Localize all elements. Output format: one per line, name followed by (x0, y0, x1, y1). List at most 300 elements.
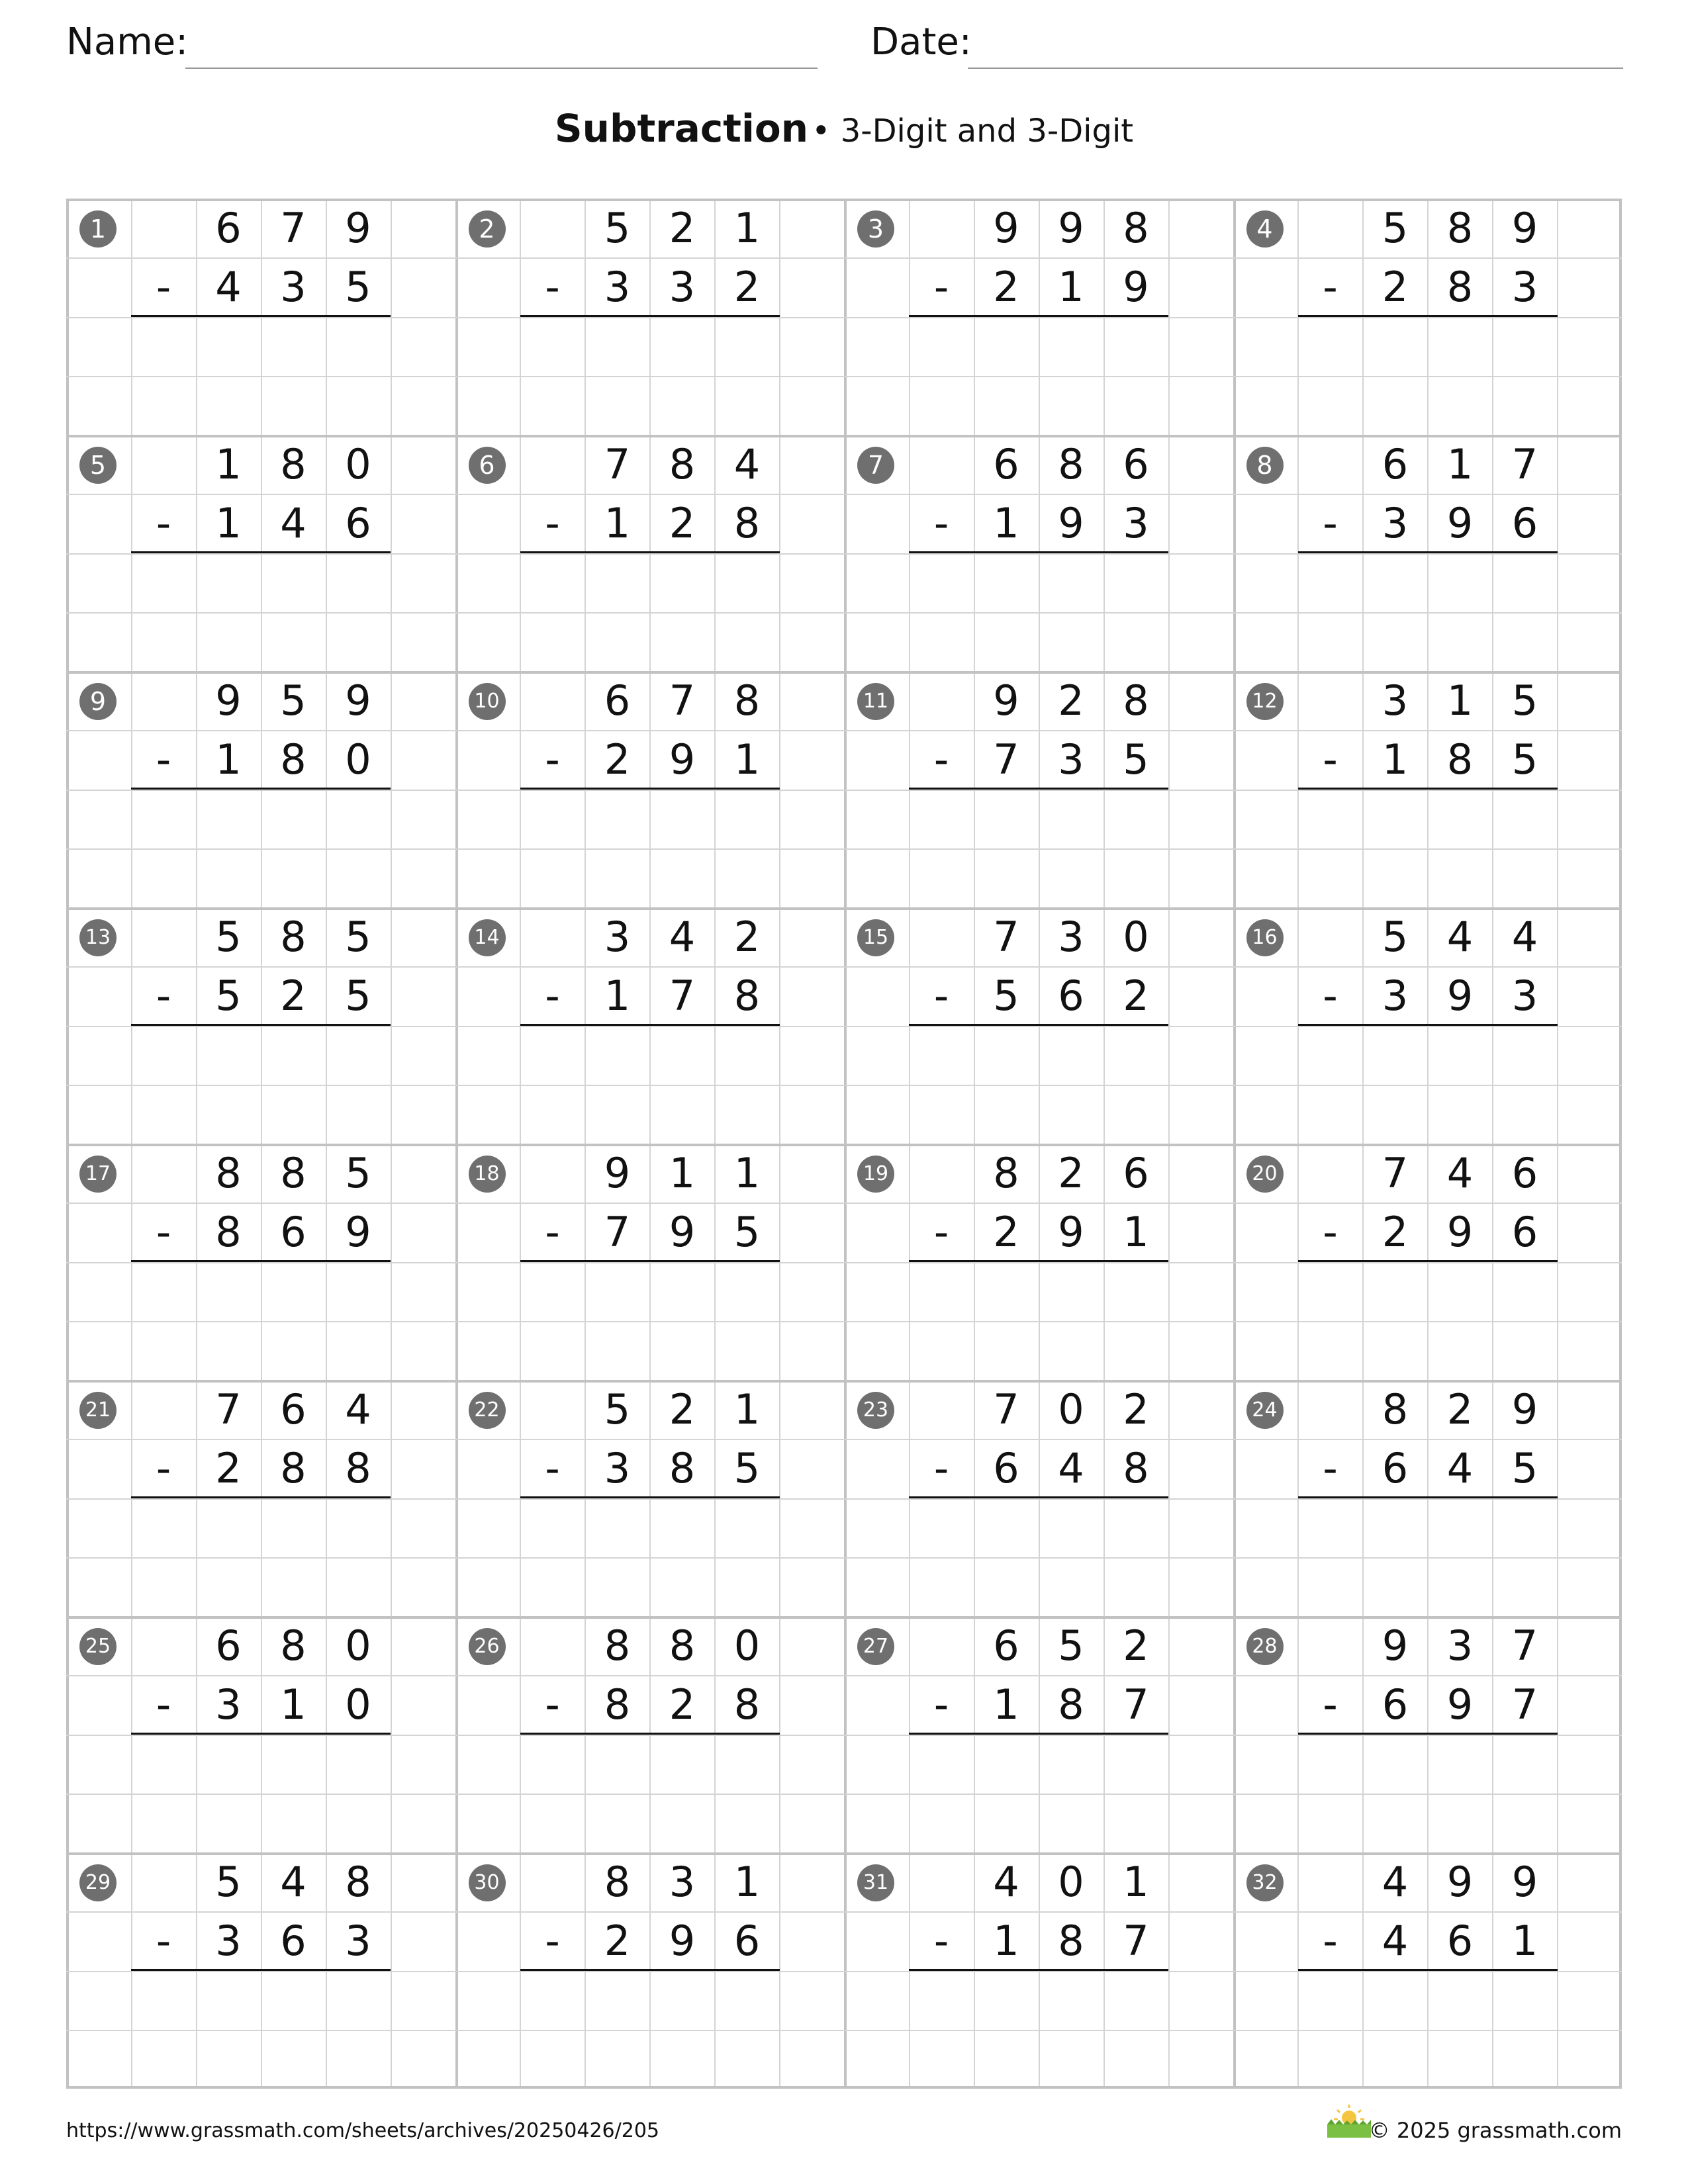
subtrahend-digit: 3 (1123, 499, 1149, 547)
minuend-digit: 7 (993, 1385, 1019, 1433)
minus-sign: - (156, 972, 171, 1020)
minus-sign: - (1323, 735, 1338, 784)
problem-number-badge: 6 (469, 447, 506, 484)
minuend-digit: 6 (215, 1621, 242, 1670)
minuend-digit: 4 (1382, 1858, 1409, 1906)
subtrahend-digit: 2 (993, 263, 1019, 311)
answer-rule (131, 788, 391, 790)
minus-sign: - (933, 263, 949, 311)
minuend-digit: 4 (733, 440, 761, 488)
problem-number-badge: 12 (1246, 683, 1284, 720)
minuend-digit: 8 (1382, 1385, 1409, 1433)
subtrahend-digit: 9 (669, 1208, 696, 1256)
problem-16 (1233, 907, 1622, 1144)
minuend-digit: 2 (669, 204, 696, 252)
subtrahend-digit: 4 (1446, 1444, 1474, 1492)
minus-sign: - (933, 1444, 949, 1492)
problem-number-badge: 26 (469, 1628, 506, 1665)
minuend-digit: 8 (1058, 440, 1084, 488)
answer-area[interactable] (909, 1499, 1168, 1557)
minus-sign: - (545, 1444, 560, 1492)
minuend-digit: 9 (345, 204, 371, 252)
problem-19 (844, 1144, 1233, 1380)
minuend-digit: 8 (604, 1858, 631, 1906)
answer-area[interactable] (909, 1263, 1168, 1321)
problem-number-badge: 21 (79, 1392, 117, 1429)
minuend-digit: 4 (1446, 913, 1474, 961)
name-label: Name: (66, 21, 189, 64)
problem-number-badge: 23 (857, 1392, 894, 1429)
minus-sign: - (933, 1680, 949, 1729)
minuend-digit: 6 (993, 440, 1019, 488)
subtrahend-digit: 8 (604, 1680, 631, 1729)
answer-area[interactable] (520, 1735, 780, 1794)
subtrahend-digit: 9 (1446, 1680, 1474, 1729)
problem-12 (1233, 671, 1622, 907)
minuend-digit: 5 (1382, 913, 1409, 961)
subtrahend-digit: 1 (1058, 263, 1084, 311)
answer-area[interactable] (131, 1735, 391, 1794)
subtrahend-digit: 8 (1058, 1917, 1084, 1965)
answer-area[interactable] (1298, 1735, 1558, 1794)
answer-rule (131, 315, 391, 317)
answer-area[interactable] (131, 1499, 391, 1557)
minuend-digit: 2 (1446, 1385, 1474, 1433)
subtrahend-digit: 8 (1058, 1680, 1084, 1729)
answer-rule (1298, 1260, 1558, 1262)
minuend-digit: 3 (1446, 1621, 1474, 1670)
subtrahend-digit: 6 (1511, 499, 1538, 547)
minus-sign: - (545, 1917, 560, 1965)
minuend-digit: 9 (993, 204, 1019, 252)
answer-area[interactable] (520, 1263, 780, 1321)
name-line[interactable] (185, 68, 818, 69)
problem-1 (66, 199, 455, 435)
subtrahend-digit: 1 (604, 499, 631, 547)
answer-area[interactable] (131, 1026, 391, 1085)
answer-rule (520, 1024, 780, 1026)
problem-13 (66, 907, 455, 1144)
minuend-digit: 1 (1446, 440, 1474, 488)
minuend-digit: 0 (1058, 1858, 1084, 1906)
minuend-digit: 8 (215, 1149, 242, 1197)
minuend-digit: 9 (345, 676, 371, 725)
minuend-digit: 8 (280, 913, 306, 961)
minuend-digit: 4 (345, 1385, 371, 1433)
subtrahend-digit: 8 (215, 1208, 242, 1256)
grass-sun-logo-icon (1326, 2102, 1372, 2139)
subtrahend-digit: 6 (1382, 1680, 1409, 1729)
answer-area[interactable] (909, 790, 1168, 848)
minuend-digit: 1 (1123, 1858, 1149, 1906)
minuend-digit: 8 (669, 1621, 696, 1670)
answer-rule (520, 1496, 780, 1498)
answer-area[interactable] (1298, 318, 1558, 376)
minuend-digit: 3 (1382, 676, 1409, 725)
answer-rule (1298, 551, 1558, 553)
minuend-digit: 9 (604, 1149, 631, 1197)
subtrahend-digit: 6 (1446, 1917, 1474, 1965)
subtrahend-digit: 9 (1446, 1208, 1474, 1256)
minuend-digit: 1 (1446, 676, 1474, 725)
subtrahend-digit: 9 (669, 1917, 696, 1965)
subtrahend-digit: 4 (280, 499, 306, 547)
minus-sign: - (156, 1208, 171, 1256)
subtrahend-digit: 7 (669, 972, 696, 1020)
minuend-digit: 9 (1511, 204, 1538, 252)
subtrahend-digit: 1 (993, 499, 1019, 547)
subtrahend-digit: 3 (280, 263, 306, 311)
minuend-digit: 8 (604, 1621, 631, 1670)
answer-rule (1298, 1024, 1558, 1026)
minuend-digit: 8 (1446, 204, 1474, 252)
subtrahend-digit: 3 (1511, 972, 1538, 1020)
answer-rule (909, 1024, 1168, 1026)
problem-number-badge: 4 (1246, 210, 1284, 248)
minuend-digit: 4 (1446, 1149, 1474, 1197)
answer-rule (520, 1260, 780, 1262)
subtrahend-digit: 4 (1058, 1444, 1084, 1492)
minuend-digit: 7 (215, 1385, 242, 1433)
problem-number-badge: 11 (857, 683, 894, 720)
answer-rule (131, 1024, 391, 1026)
minuend-digit: 7 (1511, 440, 1538, 488)
minuend-digit: 0 (1123, 913, 1149, 961)
minuend-digit: 2 (733, 913, 761, 961)
minuend-digit: 7 (1382, 1149, 1409, 1197)
problem-number-badge: 7 (857, 447, 894, 484)
minuend-digit: 1 (669, 1149, 696, 1197)
problem-11 (844, 671, 1233, 907)
subtrahend-digit: 3 (345, 1917, 371, 1965)
answer-area[interactable] (131, 790, 391, 848)
footer-copyright: © 2025 grassmath.com (1368, 2118, 1622, 2143)
answer-rule (1298, 1496, 1558, 1498)
subtrahend-digit: 8 (1123, 1444, 1149, 1492)
problem-6 (455, 435, 845, 671)
problem-number-badge: 8 (1246, 447, 1284, 484)
subtrahend-digit: 0 (345, 1680, 371, 1729)
minuend-digit: 2 (1123, 1621, 1149, 1670)
subtrahend-digit: 1 (215, 735, 242, 784)
subtrahend-digit: 8 (1446, 735, 1474, 784)
minuend-digit: 6 (1123, 440, 1149, 488)
problem-26 (455, 1616, 845, 1852)
problem-number-badge: 16 (1246, 919, 1284, 956)
subtrahend-digit: 2 (215, 1444, 242, 1492)
subtrahend-digit: 9 (1446, 972, 1474, 1020)
problem-number-badge: 32 (1246, 1864, 1284, 1901)
minuend-digit: 8 (280, 440, 306, 488)
minuend-digit: 3 (1058, 913, 1084, 961)
minus-sign: - (156, 499, 171, 547)
problem-number-badge: 2 (469, 210, 506, 248)
problem-32 (1233, 1852, 1622, 2089)
problem-20 (1233, 1144, 1622, 1380)
minuend-digit: 5 (604, 1385, 631, 1433)
minuend-digit: 7 (604, 440, 631, 488)
answer-area[interactable] (1298, 1263, 1558, 1321)
minus-sign: - (1323, 263, 1338, 311)
answer-rule (1298, 1969, 1558, 1971)
answer-area[interactable] (909, 318, 1168, 376)
minuend-digit: 7 (280, 204, 306, 252)
subtrahend-digit: 8 (733, 499, 761, 547)
subtrahend-digit: 8 (669, 1444, 696, 1492)
problem-9 (66, 671, 455, 907)
subtrahend-digit: 8 (733, 1680, 761, 1729)
problem-15 (844, 907, 1233, 1144)
subtrahend-digit: 2 (1382, 263, 1409, 311)
minus-sign: - (156, 1680, 171, 1729)
problem-grid (66, 199, 1622, 2089)
problem-number-badge: 25 (79, 1628, 117, 1665)
answer-area[interactable] (1298, 1499, 1558, 1557)
answer-area[interactable] (909, 1735, 1168, 1794)
minuend-digit: 5 (345, 913, 371, 961)
minus-sign: - (545, 1208, 560, 1256)
subtrahend-digit: 1 (215, 499, 242, 547)
problem-5 (66, 435, 455, 671)
answer-rule (909, 1260, 1168, 1262)
answer-rule (520, 788, 780, 790)
problem-17 (66, 1144, 455, 1380)
subtrahend-digit: 6 (733, 1917, 761, 1965)
subtrahend-digit: 9 (1446, 499, 1474, 547)
minuend-digit: 8 (345, 1858, 371, 1906)
answer-area[interactable] (131, 318, 391, 376)
minus-sign: - (545, 735, 560, 784)
subtrahend-digit: 9 (669, 735, 696, 784)
minus-sign: - (545, 972, 560, 1020)
answer-area[interactable] (131, 1263, 391, 1321)
answer-area[interactable] (1298, 554, 1558, 612)
answer-rule (909, 1496, 1168, 1498)
problem-number-badge: 17 (79, 1156, 117, 1193)
subtrahend-digit: 7 (1511, 1680, 1538, 1729)
subtrahend-digit: 3 (669, 263, 696, 311)
subtrahend-digit: 2 (669, 1680, 696, 1729)
subtrahend-digit: 5 (1123, 735, 1149, 784)
answer-rule (909, 1969, 1168, 1971)
minuend-digit: 9 (1446, 1858, 1474, 1906)
answer-area[interactable] (909, 1026, 1168, 1085)
minuend-digit: 5 (604, 204, 631, 252)
minuend-digit: 2 (1123, 1385, 1149, 1433)
answer-area[interactable] (1298, 1972, 1558, 2030)
minuend-digit: 7 (993, 913, 1019, 961)
answer-area[interactable] (520, 790, 780, 848)
answer-rule (520, 1969, 780, 1971)
minus-sign: - (156, 263, 171, 311)
answer-area[interactable] (1298, 1026, 1558, 1085)
subtrahend-digit: 3 (1382, 499, 1409, 547)
minuend-digit: 4 (993, 1858, 1019, 1906)
minus-sign: - (156, 1917, 171, 1965)
problem-number-badge: 19 (857, 1156, 894, 1193)
minuend-digit: 6 (604, 676, 631, 725)
minuend-digit: 3 (604, 913, 631, 961)
problem-number-badge: 24 (1246, 1392, 1284, 1429)
subtrahend-digit: 2 (669, 499, 696, 547)
minus-sign: - (1323, 1208, 1338, 1256)
problem-number-badge: 9 (79, 683, 117, 720)
answer-area[interactable] (909, 1972, 1168, 2030)
minuend-digit: 1 (733, 1858, 761, 1906)
minuend-digit: 1 (733, 204, 761, 252)
minuend-digit: 5 (1058, 1621, 1084, 1670)
subtrahend-digit: 3 (604, 263, 631, 311)
problem-number-badge: 20 (1246, 1156, 1284, 1193)
minus-sign: - (156, 735, 171, 784)
minuend-digit: 6 (1382, 440, 1409, 488)
subtrahend-digit: 6 (280, 1208, 306, 1256)
minus-sign: - (933, 1208, 949, 1256)
minuend-digit: 6 (280, 1385, 306, 1433)
answer-area[interactable] (1298, 790, 1558, 848)
problem-30 (455, 1852, 845, 2089)
minuend-digit: 0 (733, 1621, 761, 1670)
subtrahend-digit: 1 (993, 1917, 1019, 1965)
problem-number-badge: 3 (857, 210, 894, 248)
answer-rule (520, 1733, 780, 1735)
answer-rule (131, 551, 391, 553)
subtrahend-digit: 5 (733, 1444, 761, 1492)
minuend-digit: 6 (1511, 1149, 1538, 1197)
answer-rule (909, 788, 1168, 790)
subtrahend-digit: 8 (280, 735, 306, 784)
subtrahend-digit: 6 (280, 1917, 306, 1965)
problem-28 (1233, 1616, 1622, 1852)
answer-rule (131, 1733, 391, 1735)
subtrahend-digit: 0 (345, 735, 371, 784)
problem-number-badge: 29 (79, 1864, 117, 1901)
subtrahend-digit: 2 (280, 972, 306, 1020)
problem-number-badge: 1 (79, 210, 117, 248)
subtrahend-digit: 5 (733, 1208, 761, 1256)
minuend-digit: 9 (215, 676, 242, 725)
date-line[interactable] (968, 68, 1623, 69)
subtrahend-digit: 3 (215, 1917, 242, 1965)
problem-4 (1233, 199, 1622, 435)
minuend-digit: 0 (1058, 1385, 1084, 1433)
minuend-digit: 4 (280, 1858, 306, 1906)
minus-sign: - (933, 972, 949, 1020)
minuend-digit: 7 (1511, 1621, 1538, 1670)
subtrahend-digit: 2 (993, 1208, 1019, 1256)
subtrahend-digit: 9 (1058, 499, 1084, 547)
minus-sign: - (933, 1917, 949, 1965)
answer-rule (131, 1496, 391, 1498)
subtrahend-digit: 2 (733, 263, 761, 311)
subtrahend-digit: 5 (345, 972, 371, 1020)
minuend-digit: 5 (280, 676, 306, 725)
answer-area[interactable] (520, 318, 780, 376)
answer-rule (520, 551, 780, 553)
subtrahend-digit: 3 (1511, 263, 1538, 311)
answer-area[interactable] (520, 1972, 780, 2030)
minuend-digit: 8 (280, 1621, 306, 1670)
subtrahend-digit: 1 (604, 972, 631, 1020)
subtrahend-digit: 2 (1123, 972, 1149, 1020)
subtrahend-digit: 2 (604, 1917, 631, 1965)
answer-rule (909, 1733, 1168, 1735)
date-label: Date: (870, 21, 972, 64)
subtrahend-digit: 6 (1511, 1208, 1538, 1256)
problem-8 (1233, 435, 1622, 671)
subtrahend-digit: 9 (1123, 263, 1149, 311)
answer-area[interactable] (520, 1026, 780, 1085)
minuend-digit: 8 (1123, 204, 1149, 252)
problem-29 (66, 1852, 455, 2089)
subtrahend-digit: 8 (733, 972, 761, 1020)
answer-rule (1298, 315, 1558, 317)
subtrahend-digit: 2 (1382, 1208, 1409, 1256)
answer-area[interactable] (520, 1499, 780, 1557)
problem-22 (455, 1380, 845, 1616)
subtrahend-digit: 1 (733, 735, 761, 784)
subtrahend-digit: 1 (280, 1680, 306, 1729)
minuend-digit: 6 (1123, 1149, 1149, 1197)
footer-url: https://www.grassmath.com/sheets/archives/20250426/205 (66, 2119, 660, 2142)
problem-number-badge: 15 (857, 919, 894, 956)
subtrahend-digit: 5 (1511, 735, 1538, 784)
subtrahend-digit: 3 (215, 1680, 242, 1729)
title-subtitle: • 3-Digit and 3-Digit (812, 113, 1134, 150)
problem-3 (844, 199, 1233, 435)
minuend-digit: 4 (1511, 913, 1538, 961)
answer-area[interactable] (131, 1972, 391, 2030)
subtrahend-digit: 4 (1382, 1917, 1409, 1965)
minuend-digit: 9 (1511, 1858, 1538, 1906)
problem-10 (455, 671, 845, 907)
problem-number-badge: 31 (857, 1864, 894, 1901)
subtrahend-digit: 5 (215, 972, 242, 1020)
minus-sign: - (545, 1680, 560, 1729)
minuend-digit: 1 (733, 1149, 761, 1197)
minus-sign: - (933, 499, 949, 547)
subtrahend-digit: 5 (1511, 1444, 1538, 1492)
minuend-digit: 5 (1382, 204, 1409, 252)
problem-2 (455, 199, 845, 435)
minuend-digit: 8 (669, 440, 696, 488)
answer-area[interactable] (520, 554, 780, 612)
problem-number-badge: 28 (1246, 1628, 1284, 1665)
subtrahend-digit: 6 (993, 1444, 1019, 1492)
subtrahend-digit: 6 (1382, 1444, 1409, 1492)
minuend-digit: 2 (1058, 1149, 1084, 1197)
minus-sign: - (1323, 1680, 1338, 1729)
minuend-digit: 4 (669, 913, 696, 961)
minuend-digit: 9 (1058, 204, 1084, 252)
subtrahend-digit: 5 (345, 263, 371, 311)
answer-rule (1298, 788, 1558, 790)
problem-number-badge: 5 (79, 447, 117, 484)
minuend-digit: 1 (215, 440, 242, 488)
answer-area[interactable] (131, 554, 391, 612)
minuend-digit: 8 (280, 1149, 306, 1197)
subtrahend-digit: 7 (1123, 1680, 1149, 1729)
subtrahend-digit: 2 (604, 735, 631, 784)
problem-number-badge: 14 (469, 919, 506, 956)
minuend-digit: 9 (993, 676, 1019, 725)
subtrahend-digit: 9 (1058, 1208, 1084, 1256)
minuend-digit: 6 (215, 204, 242, 252)
answer-rule (131, 1969, 391, 1971)
answer-area[interactable] (909, 554, 1168, 612)
minuend-digit: 2 (1058, 676, 1084, 725)
subtrahend-digit: 8 (280, 1444, 306, 1492)
